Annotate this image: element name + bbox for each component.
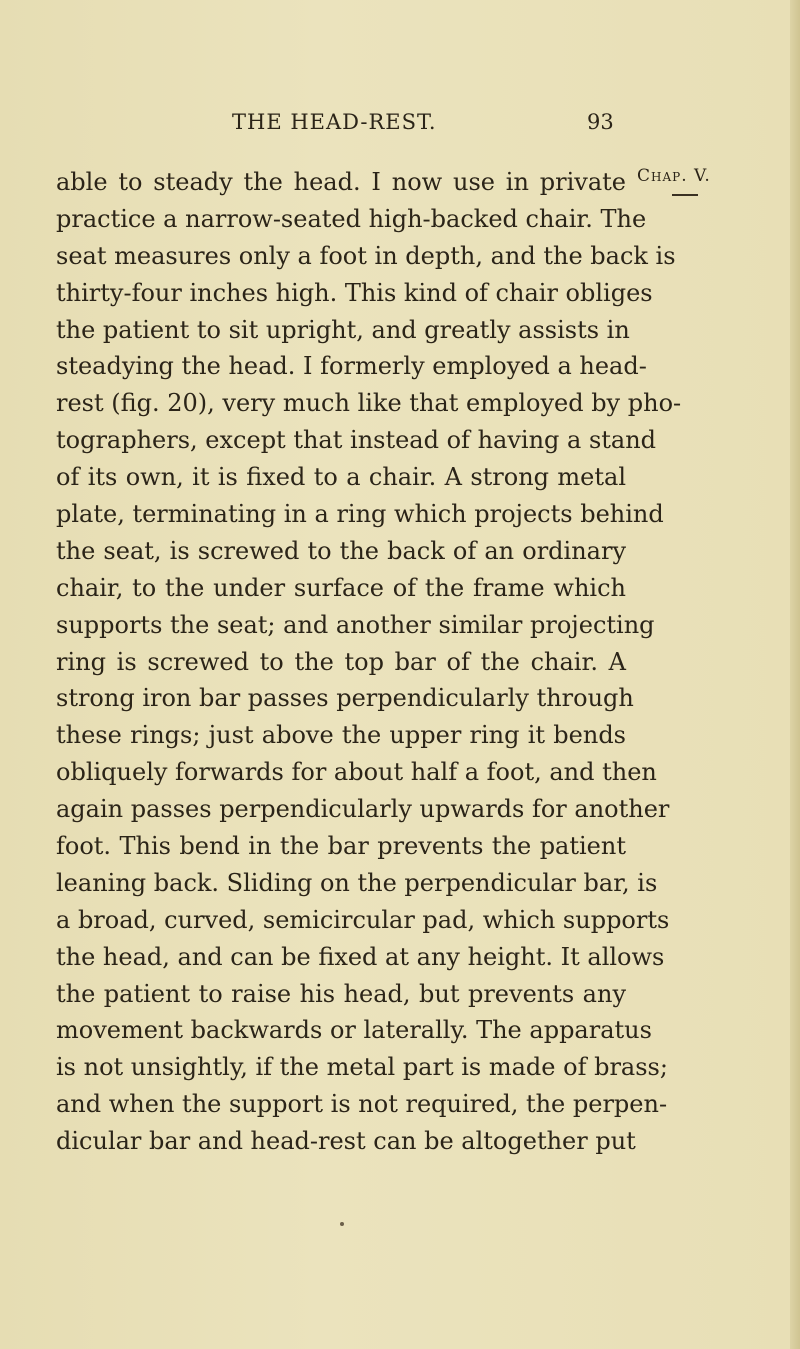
chapter-rule	[672, 194, 698, 196]
text-line: steadying the head. I formerly employed a head-	[56, 352, 647, 381]
text-line: rest (fig. 20), very much like that employed by pho-	[56, 389, 682, 418]
text-line: the patient to sit upright, and greatly assists in	[56, 315, 630, 344]
chapter-label: Chap. V.	[637, 166, 711, 186]
text-line: supports the seat; and another similar projecting	[56, 610, 655, 639]
text-line: plate, terminating in a ring which projects behind	[56, 500, 664, 529]
page-edge	[790, 0, 800, 1349]
text-line: dicular bar and head-rest can be altogether put	[56, 1127, 636, 1156]
text-line: seat measures only a foot in depth, and the back is	[56, 241, 676, 270]
page-number: 93	[587, 110, 614, 134]
text-line: ring is screwed to the top bar of the chair. A	[56, 647, 626, 676]
page-header	[232, 110, 652, 140]
text-line: foot. This bend in the bar prevents the patient	[56, 832, 626, 861]
text-line: these rings; just above the upper ring it bends	[56, 721, 626, 750]
text-line: strong iron bar passes perpendicularly through	[56, 684, 634, 713]
text-line: of its own, it is fixed to a chair. A strong metal	[56, 463, 626, 492]
text-line: able to steady the head. I now use in private	[56, 168, 626, 196]
text-line: and when the support is not required, the perpen-	[56, 1090, 668, 1119]
text-line: movement backwards or laterally. The apparatus	[56, 1016, 652, 1045]
chapter-marginal-note	[637, 166, 757, 196]
text-line: practice a narrow-seated high-backed chair. The	[56, 204, 647, 233]
text-line: thirty-four inches high. This kind of chair obliges	[56, 278, 653, 307]
text-line: obliquely forwards for about half a foot, and then	[56, 758, 657, 787]
text-line: chair, to the under surface of the frame which	[56, 573, 626, 602]
text-line: again passes perpendicularly upwards for another	[56, 795, 670, 824]
paper-speck	[340, 1222, 344, 1226]
text-line: is not unsightly, if the metal part is made of brass;	[56, 1053, 668, 1082]
text-line: leaning back. Sliding on the perpendicular bar, is	[56, 868, 658, 897]
text-line: the patient to raise his head, but prevents any	[56, 979, 626, 1008]
text-line: tographers, except that instead of having a stand	[56, 426, 657, 455]
text-line: the head, and can be fixed at any height. It allows	[56, 942, 665, 971]
text-line: the seat, is screwed to the back of an ordinary	[56, 536, 626, 565]
text-line: a broad, curved, semicircular pad, which supports	[56, 905, 670, 934]
running-head: THE HEAD-REST.	[232, 110, 437, 134]
